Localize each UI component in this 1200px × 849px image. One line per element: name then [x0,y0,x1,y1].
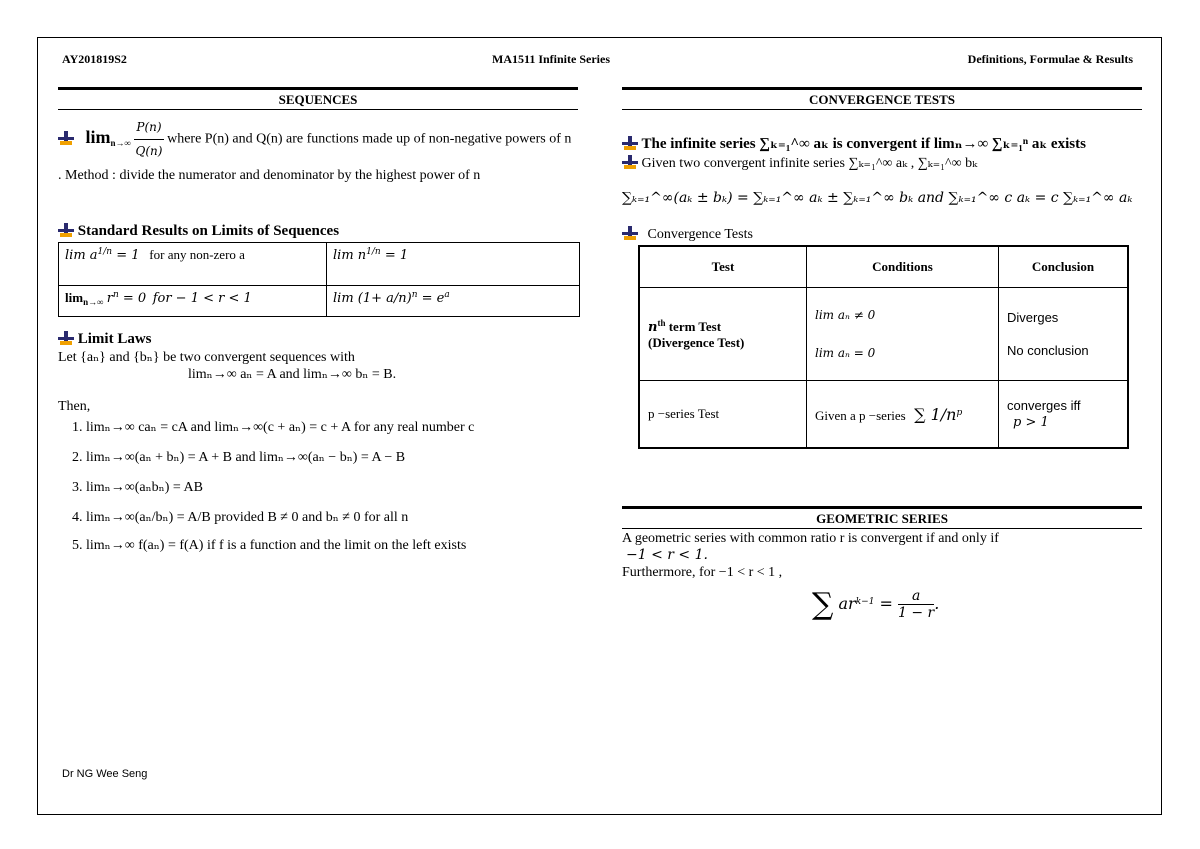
table-cell: $n^{th}$ term Test (Divergence Test) [639,288,807,381]
table-cell: $\lim_{n\to\infty} r^n = 0$ for − 1 < r < 1 [59,286,327,317]
geometric-title: GEOMETRIC SERIES [622,506,1142,529]
convergence-formula: ∑ₖ₌₁^∞(aₖ ± bₖ) = ∑ₖ₌₁^∞ aₖ ± ∑ₖ₌₁^∞ bₖ and ∑ₖ₌₁^∞ c aₖ = c ∑ₖ₌₁^∞ aₖ [622,190,1133,206]
table-header-row [639,246,1128,288]
laws-list [58,417,578,555]
sequences-section [58,87,578,564]
limit-laws-title: Limit Laws [77,331,152,348]
bullet-icon [622,136,638,150]
table-cell [999,381,1129,449]
r1-conc2: No conclusion [1007,343,1089,358]
table-cell: $\lim n^{1/n} = 1$ [327,243,580,286]
std-r1c1-text: for any non-zero a [149,247,245,263]
laws-intro2: limₙ→∞ aₙ = A and limₙ→∞ bₙ = B. [188,367,397,383]
list-item: 1. limₙ→∞ caₙ = cA and limₙ→∞(c + aₙ) = c + A for any real number c [86,417,578,438]
convergence-tests-label [622,226,1142,243]
sequences-intro [58,116,578,189]
sequences-title: SEQUENCES [58,87,578,110]
convergence-bullet-1 [622,134,1142,153]
convergence-bullet-2 [622,155,1142,172]
r1-cond2: lim aₙ = 0 [815,346,876,360]
frac-num: P(n) [134,116,163,140]
bullet-icon [622,226,638,240]
lim-sub: n→∞ [110,137,131,148]
list-item: 5. limₙ→∞ f(aₙ) = f(A) if f is a function and the limit on the left exists [86,537,578,555]
laws-then: Then, [58,399,91,415]
convergence-b1-text: The infinite series ∑ₖ₌₁^∞ aₖ is convergent if limₙ→∞ ∑ₖ₌₁ⁿ aₖ exists [641,136,1086,152]
table-cell: Given a p −series ∑ $1/n^p$ [807,381,999,449]
bullet-icon [58,223,74,237]
r2-conc2: p > 1 [1013,415,1049,430]
header-left: AY201819S2 [62,52,127,66]
bullet-icon [58,131,74,145]
table-cell [807,288,999,381]
header-right: Definitions, Formulae & Results [967,52,1133,66]
std-r2c1-text: for − 1 < r < 1 [152,291,252,307]
table-cell [639,381,807,449]
geometric-section [622,506,1142,622]
lim-word: lim [85,126,111,147]
intro-fraction [134,116,163,163]
convergence-b2-text: Given two convergent infinite series ∑ₖ₌₁^∞ aₖ , ∑ₖ₌₁^∞ bₖ [641,156,978,171]
table-row [639,288,1128,381]
convergence-section [622,87,1142,449]
col-header-conditions: Conditions [807,246,999,288]
r1-test-l1: term Test [668,318,722,334]
footer-author: Dr NG Wee Seng [62,768,148,780]
r2-cond: Given a p −series [815,407,906,423]
table-row [59,243,580,286]
bullet-icon [58,331,74,345]
standard-results-heading [58,223,578,240]
col-header-test: Test [639,246,807,288]
r1-test-l2: (Divergence Test) [648,334,745,350]
bullet-icon [622,155,638,169]
header-center: MA1511 Infinite Series [492,52,610,66]
table-cell: $\lim a^{1/n} = 1$ for any non-zero a [59,243,327,286]
list-item: 4. limₙ→∞(aₙ/bₙ) = A/B provided B ≠ 0 and bₙ ≠ 0 for all n [86,507,578,528]
geometric-sum-formula: ∑ $ar^{k-1}$ = $\frac{a}{1 - r}$ . [812,587,940,622]
table-cell: $\lim (1+ a/n)^n = e^a$ [327,286,580,317]
limit-laws-heading [58,331,578,348]
r1-cond1: lim aₙ ≠ 0 [815,308,876,322]
intro-text: where P(n) and Q(n) are functions made up of non-negative powers of n . Method : divide the numerator and denominator by the highest power of n [58,131,572,183]
geometric-l1: A geometric series with common ratio r is convergent if and only if [622,531,999,546]
col-header-conclusion: Conclusion [999,246,1129,288]
table-cell [999,288,1129,381]
geometric-l3: Furthermore, for −1 < r < 1 , [622,565,783,580]
standard-results-table [58,242,580,317]
standard-results-title: Standard Results on Limits of Sequences [77,223,340,240]
r2-conc1: converges iff [1007,398,1081,413]
list-item: 3. limₙ→∞(aₙbₙ) = AB [86,477,578,498]
r1-conc1: Diverges [1007,310,1059,325]
list-item: 2. limₙ→∞(aₙ + bₙ) = A + B and limₙ→∞(aₙ − bₙ) = A − B [86,447,578,468]
convergence-tests-table [638,245,1129,449]
frac-den: Q(n) [135,143,163,158]
tests-label-text: Convergence Tests [647,227,753,242]
table-row [639,381,1128,449]
table-row [59,286,580,317]
convergence-title: CONVERGENCE TESTS [622,87,1142,110]
laws-intro: Let {aₙ} and {bₙ} be two convergent sequences with [58,350,355,366]
r2-test: p −series Test [648,406,720,421]
geometric-l2: −1 < r < 1. [626,547,708,563]
